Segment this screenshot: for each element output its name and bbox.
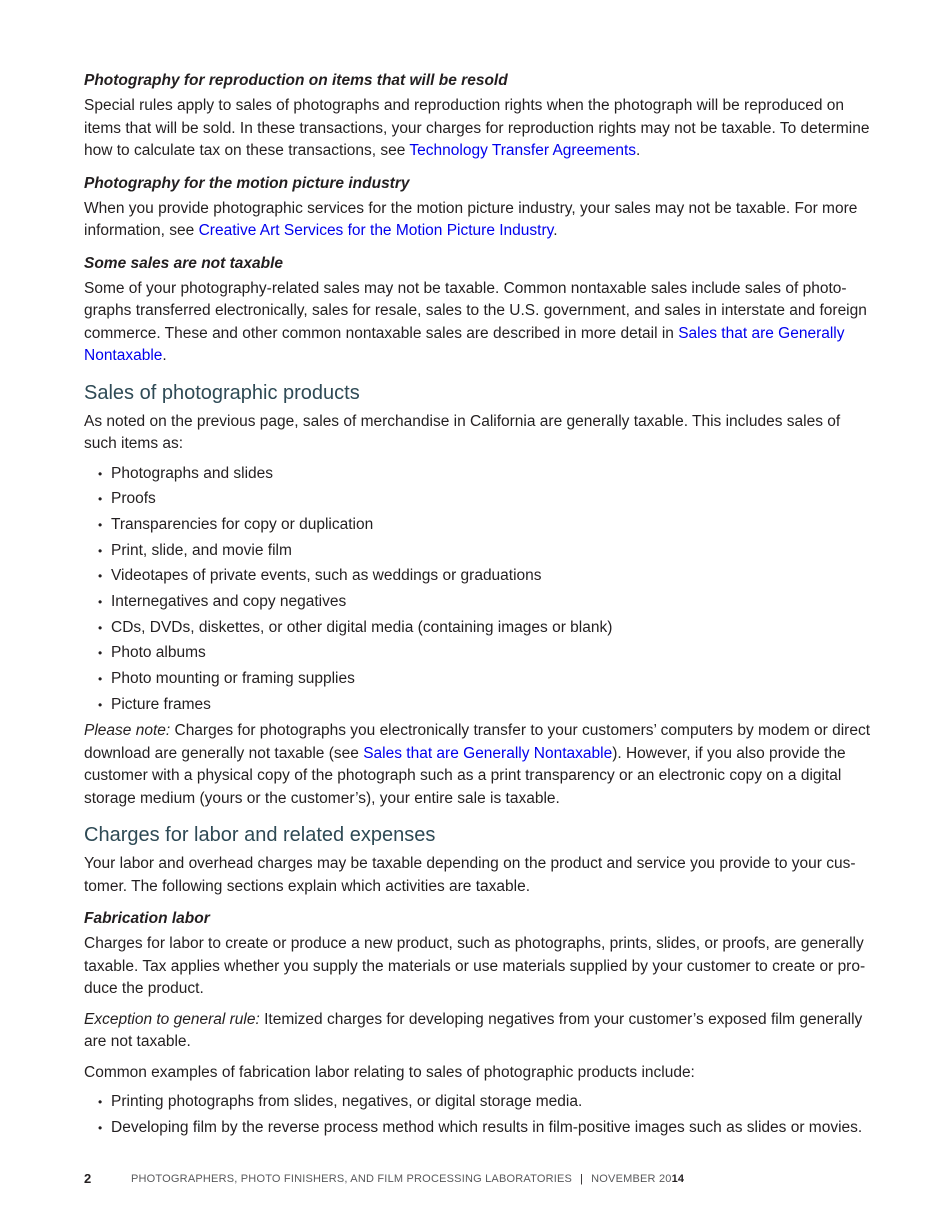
document-page <box>84 60 870 1144</box>
subheading-not-taxable: Some sales are not taxable <box>84 254 284 272</box>
paragraph-reproduction: Special rules apply to sales of photographs and reproduction rights when the photograph will be reproduced on items that will be sold. In these transactions, your charges for reproduction rights may not be taxable. To determine how to calculate tax on these transactions, see Technology Transfer Agreements. <box>84 97 870 159</box>
heading-photographic-products: Sales of photographic products <box>84 381 360 404</box>
paragraph-labor-intro: Your labor and overhead charges may be taxable depending on the product and service you provide to your customer. The following sections explain which activities are taxable. <box>84 855 856 895</box>
link-technology-transfer[interactable]: Technology Transfer Agreements <box>409 142 637 159</box>
list-item: • Transparencies for copy or duplication <box>84 515 870 535</box>
footer-date: NOVEMBER 2014 <box>591 1172 685 1185</box>
subheading-reproduction: Photography for reproduction on items that will be resold <box>84 72 508 89</box>
products-list <box>84 464 870 715</box>
paragraph-please-note: Please note: Charges for photographs you electronically transfer to your customers’ computers by modem or direct download are generally not taxable (see Sales that are Generally Nontaxable). However, if you also provide the customer with a physical copy of the photograph such as a print transparency or an electronic copy on a digital storage medium (yours or the customer’s), your entire sale is taxable. <box>84 722 871 807</box>
list-item: • Photo albums <box>84 643 870 663</box>
page-footer <box>84 1171 684 1186</box>
footer-separator: | <box>580 1172 584 1185</box>
list-item: • Photographs and slides <box>84 464 870 484</box>
list-item: • Printing photographs from slides, negatives, or digital storage media. <box>84 1092 870 1112</box>
paragraph-not-taxable: Some of your photography-related sales may not be taxable. Common nontaxable sales include sales of photographs transferred electronically, sales for resale, sales to the U.S. government, and sales in interstate and foreign commerce. These and other common nontaxable sales are described in more detail in Sales that are Generally Nontaxable. <box>84 279 867 364</box>
footer-title: PHOTOGRAPHERS, PHOTO FINISHERS, AND FILM PROCESSING LABORATORIES <box>131 1172 573 1185</box>
paragraph-exception: Exception to general rule: Itemized charges for developing negatives from your customer’s exposed film generally are not taxable. <box>84 1010 863 1051</box>
list-item: • Print, slide, and movie film <box>84 541 870 561</box>
list-item: • CDs, DVDs, diskettes, or other digital media (containing images or blank) <box>84 618 870 638</box>
list-item: • Internegatives and copy negatives <box>84 592 870 612</box>
paragraph-fabrication: Charges for labor to create or produce a new product, such as photographs, prints, slides, or proofs, are generally taxable. Tax applies whether you supply the materials or use materials supplied by your customer to create or produce the product. <box>84 935 866 998</box>
link-generally-nontaxable[interactable]: Sales that are Generally Nontaxable <box>84 324 845 364</box>
subheading-fabrication-labor: Fabrication labor <box>84 910 210 928</box>
list-item: • Developing film by the reverse process method which results in film-positive images such as slides or movies. <box>84 1118 870 1138</box>
examples-list <box>84 1092 870 1138</box>
paragraph-examples-intro: Common examples of fabrication labor relating to sales of photographic products include: <box>84 1063 695 1081</box>
subheading-motion-picture: Photography for the motion picture industry <box>84 174 410 192</box>
link-generally-nontaxable-2[interactable]: Sales that are Generally Nontaxable <box>363 744 613 762</box>
heading-labor-charges: Charges for labor and related expenses <box>84 824 436 847</box>
list-item: • Proofs <box>84 489 870 509</box>
paragraph-motion-picture: When you provide photographic services for the motion picture industry, your sales may not be taxable. For more information, see Creative Art Services for the Motion Picture Industry. <box>84 199 858 239</box>
list-item: • Picture frames <box>84 695 870 715</box>
paragraph-products-intro: As noted on the previous page, sales of merchandise in California are generally taxable. This includes sales of such items as: <box>84 412 841 452</box>
link-creative-art-services[interactable]: Creative Art Services for the Motion Picture Industry <box>198 222 554 239</box>
list-item: • Videotapes of private events, such as weddings or graduations <box>84 566 870 586</box>
page-number: 2 <box>84 1171 92 1186</box>
list-item: • Photo mounting or framing supplies <box>84 669 870 689</box>
